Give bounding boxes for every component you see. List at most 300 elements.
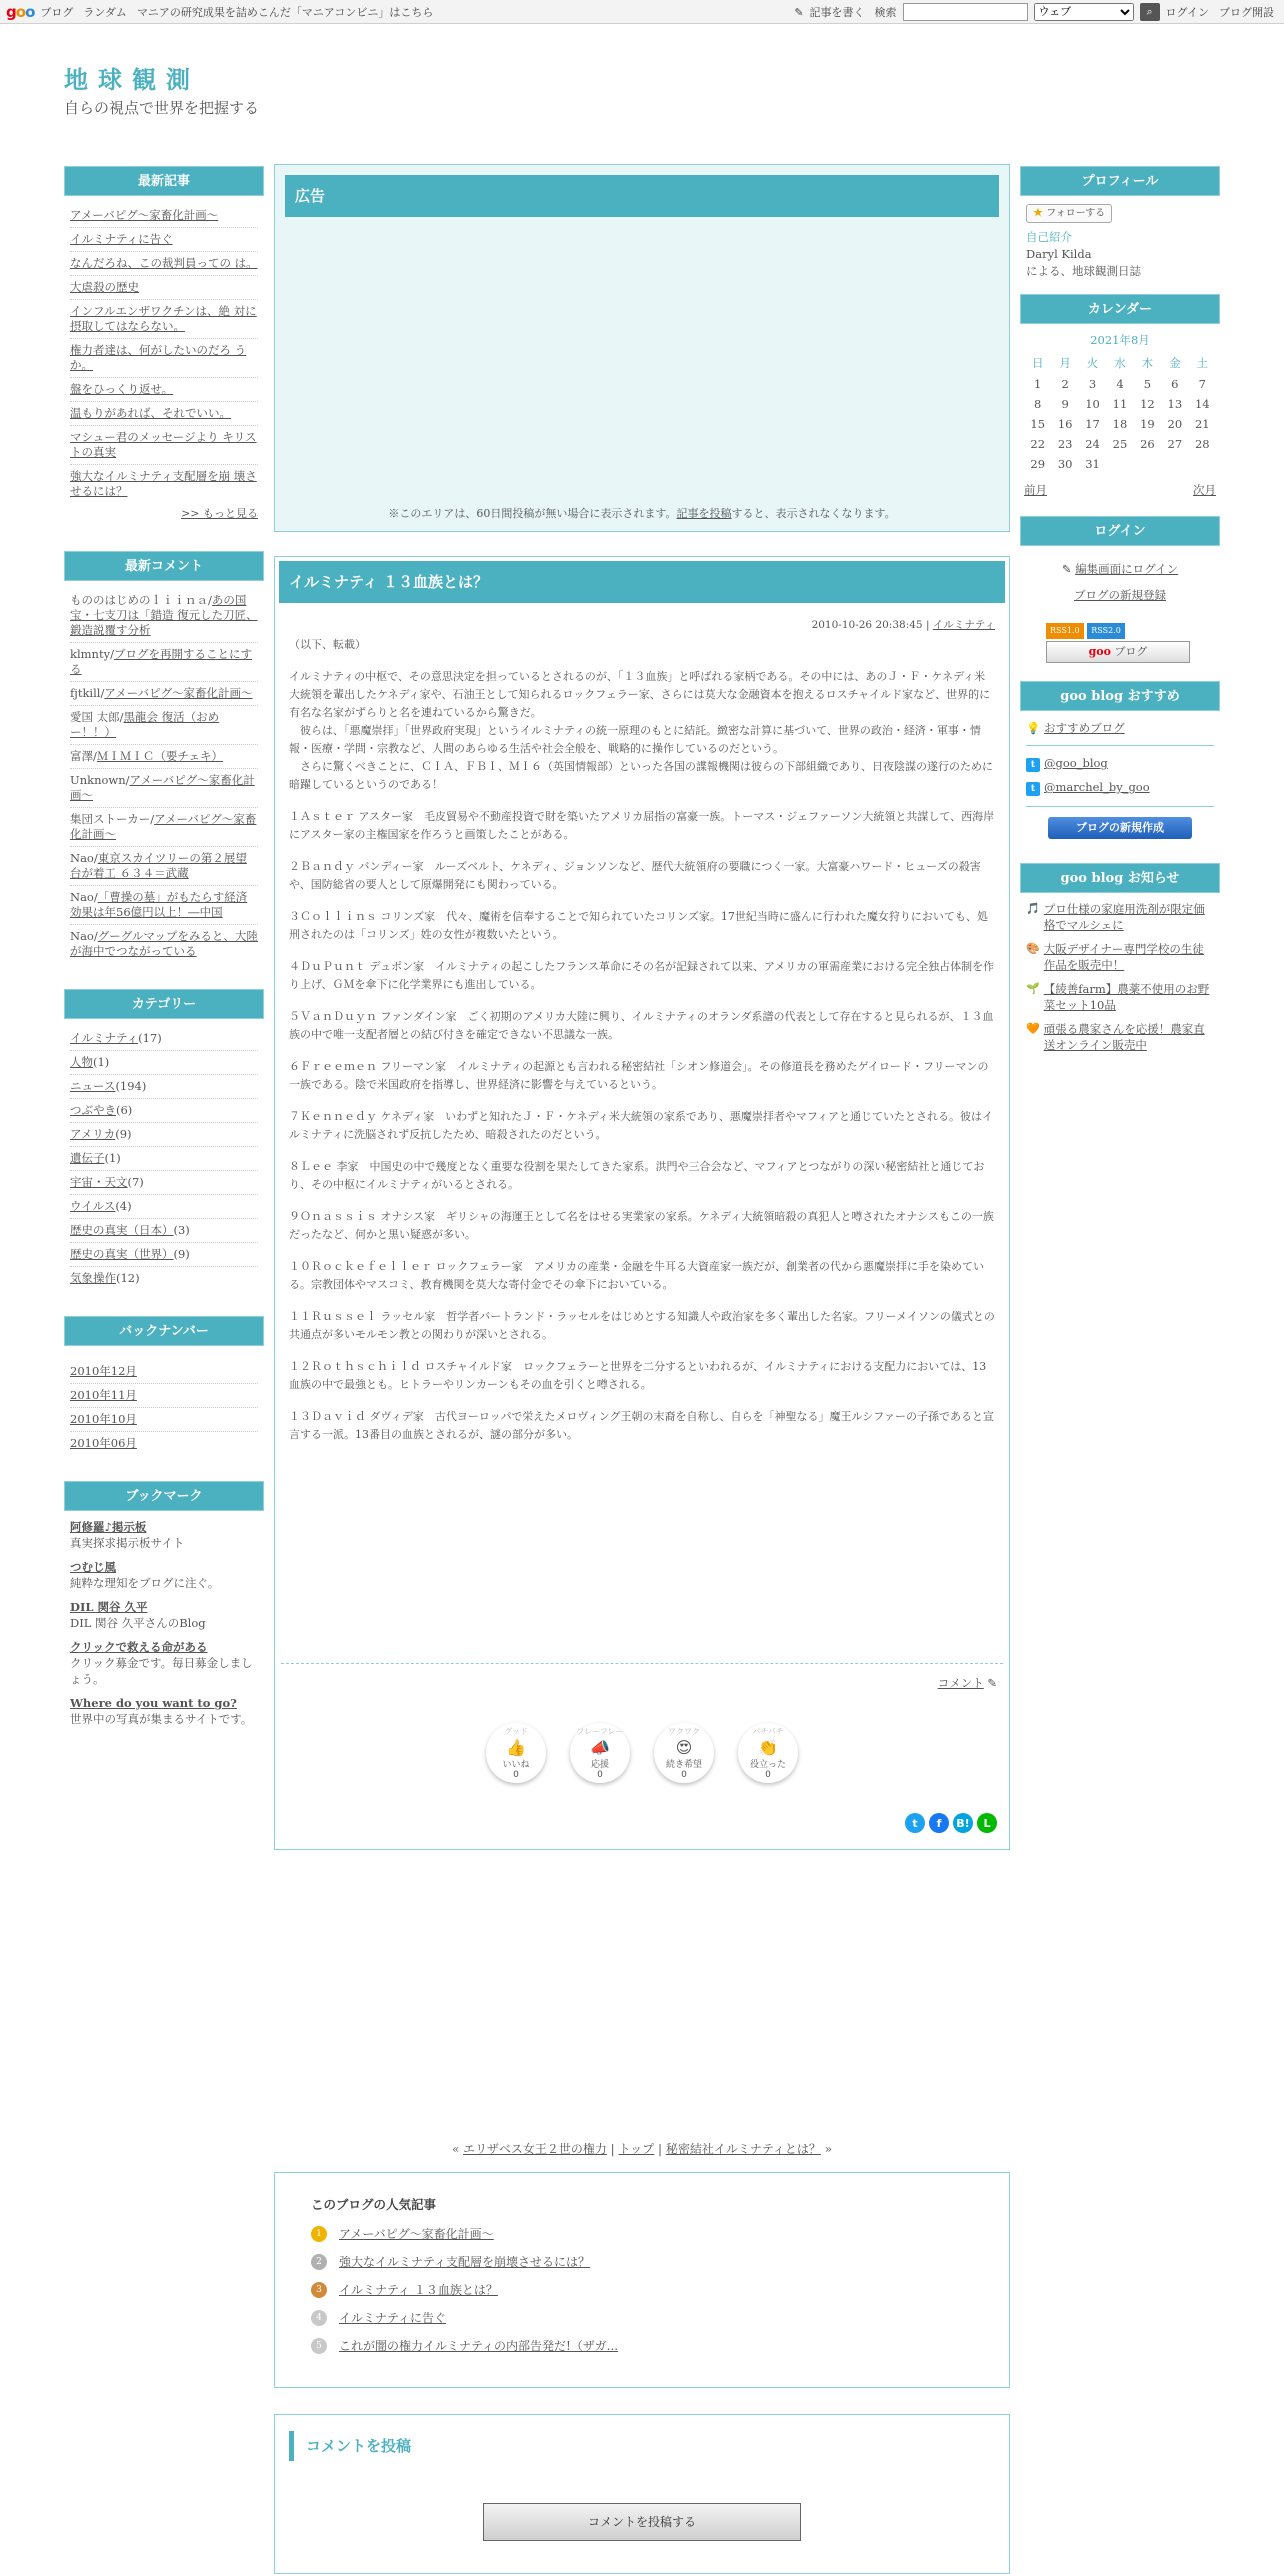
category-count: (7) [127, 1175, 144, 1189]
category-header: カテゴリー [64, 989, 264, 1019]
recent-comment-item [70, 925, 258, 963]
recent-article-item [70, 276, 258, 300]
twitter-goo-blog-link[interactable]: @goo_blog [1044, 756, 1108, 770]
calendar-weekday-row [1024, 352, 1216, 374]
rank-icon: 5 [311, 2338, 327, 2354]
calendar-day: 6 [1171, 377, 1179, 391]
calendar-month: 2021年8月 [1090, 333, 1150, 347]
comment-separator: / [119, 710, 124, 724]
create-new-blog-button[interactable]: ブログの新規作成 [1048, 817, 1192, 839]
rss2-badge[interactable]: RSS2.0 [1087, 623, 1125, 639]
comment-separator: / [93, 890, 98, 904]
popular-item [311, 2253, 973, 2270]
calendar-day: 12 [1140, 397, 1155, 411]
comment-user: もののはじめのｌｉｉｎａ [70, 593, 208, 607]
backnumber-link[interactable]: 2010年10月 [70, 1412, 137, 1426]
comment-separator: / [93, 851, 98, 865]
calendar-day: 13 [1167, 397, 1183, 411]
search-button[interactable] [1140, 3, 1160, 21]
category-count: (17) [138, 1031, 162, 1045]
search-input[interactable] [903, 3, 1028, 21]
reaction-icon: 📣 [590, 1738, 610, 1757]
login-link[interactable]: ログイン [1165, 6, 1209, 19]
calendar-day: 14 [1194, 397, 1210, 411]
star-icon: ★ [1033, 208, 1043, 219]
category-link[interactable]: 歴史の真実（世界） [70, 1247, 174, 1261]
category-item [70, 1099, 258, 1123]
calendar-day: 21 [1194, 417, 1210, 431]
category-link[interactable]: 遺伝子 [70, 1151, 105, 1165]
prev-month-link[interactable]: 前月 [1024, 483, 1047, 497]
reaction-caption: フレーフレー [576, 1727, 624, 1736]
category-link[interactable]: 宇宙・天文 [70, 1175, 128, 1189]
goo-blog-badge-label: ブログ [1114, 645, 1148, 658]
category-link[interactable]: 歴史の真実（日本） [70, 1223, 174, 1237]
entry-paragraph: １３Ｄａｖｉｄ ダヴィデ家 古代ヨーロッパで栄えたメロヴィング王朝の末裔を自称し、自らを「神聖なる」魔王ルシファーの子孫であると宣言する一派。13番目の血族とされるが、謎の部分が多い。 [289, 1410, 995, 1441]
profile-box [1020, 196, 1220, 288]
popular-article-link[interactable]: アメーバピグ～家畜化計画～ [339, 2227, 494, 2241]
category-item [70, 1243, 258, 1267]
news-icon: 🧡 [1026, 1022, 1040, 1035]
entry-paragraph: ５ＶａｎＤｕｙｎ ファンダイン家 ごく初期のアメリカ大陸に興り、イルミナティのオランダ系譜の代表として存在すると見られるが、１３血族の中で唯一支配者層との結び付きを確定できない不思議な一族。 [289, 1010, 994, 1041]
backnumber-item [70, 1360, 258, 1384]
comment-article-link[interactable]: 東京スカイツリーの第２展望台が着工 ６３４＝武蔵 [70, 851, 247, 880]
recent-article-link[interactable]: インフルエンザワクチンは、絶 対に摂取してはならない。 [70, 304, 257, 333]
recent-comment-item [70, 808, 258, 847]
ad-panel-title: 広告 [285, 175, 999, 217]
news-icon: 🎵 [1026, 902, 1040, 915]
comment-user: Nao [70, 929, 94, 943]
comment-user: Nao [70, 890, 94, 904]
bookmark-list [64, 1511, 264, 1743]
calendar-day: 3 [1088, 377, 1097, 391]
category-count: (9) [115, 1127, 132, 1141]
recent-articles-list [64, 196, 264, 503]
comment-user: Nao [70, 851, 94, 865]
comment-article-link[interactable]: あの国宝・七支刀は「錯造 復元した刀匠、鍛造説覆す分析 [70, 593, 258, 637]
category-link[interactable]: ニュース [70, 1079, 116, 1093]
line-share-icon[interactable]: L [977, 1813, 997, 1833]
backnumber-item [70, 1408, 258, 1432]
calendar-day [1134, 454, 1161, 474]
category-count: (3) [173, 1223, 190, 1237]
news-icon: 🌱 [1026, 982, 1040, 995]
backnumber-header: バックナンバー [64, 1316, 264, 1346]
comment-post-title: コメントを投稿 [289, 2431, 411, 2461]
category-item [70, 1219, 258, 1243]
recent-article-item [70, 204, 258, 228]
calendar-day: 15 [1030, 417, 1046, 431]
category-link[interactable]: つぶやき [70, 1103, 116, 1117]
write-article-link[interactable]: 記事を書く [809, 6, 865, 19]
recommend-blog-link[interactable]: おすすめブログ [1043, 721, 1125, 735]
entry-paragraph: ７Ｋｅｎｎｅｄｙ ケネディ家 いわずと知れたＪ・Ｆ・ケネディ米大統領の家系であり、悪魔崇拝者やマフィアと通じていたとされる。彼はイルミナティに洗脳されず反抗したため、暗殺されたのだという。 [289, 1110, 993, 1141]
right-sidebar [1020, 166, 1220, 1069]
calendar-day: 17 [1085, 417, 1100, 431]
comment-separator: / [100, 686, 105, 700]
calendar-day: 7 [1198, 377, 1206, 391]
twitter-marchel-link[interactable]: @marchel_by_goo [1044, 780, 1150, 794]
backnumber-link[interactable]: 2010年06月 [70, 1436, 137, 1450]
recent-article-link[interactable]: マシュー君のメッセージより キリストの真実 [70, 430, 257, 459]
calendar-day: 8 [1034, 397, 1042, 411]
reaction-2-button[interactable] [654, 1723, 714, 1783]
news-item [1026, 981, 1214, 1013]
category-count: (12) [116, 1271, 140, 1285]
comment-separator: / [110, 647, 114, 661]
entry-paragraph: ８Ｌｅｅ 李家 中国史の中で幾度となく重要な役割を果たしてきた家系。洪門や三合会など、マフィアとつながりの深い秘密結社と通じており、その中枢にイルミナティがいるとされる。 [289, 1160, 985, 1191]
twitter-icon: t [1026, 758, 1040, 772]
topbar-link-mania[interactable]: マニアの研究成果を詰めこんだ「マニアコンビニ」はこちら [136, 5, 434, 19]
self-intro-link[interactable]: 自己紹介 [1026, 230, 1072, 244]
left-sidebar [64, 166, 264, 1743]
news-item [1026, 941, 1214, 973]
calendar-day: 16 [1057, 417, 1073, 431]
calendar-week [1024, 414, 1216, 434]
hatena-share-icon[interactable]: B! [953, 1813, 973, 1833]
reaction-label: 続き希望 [665, 1760, 702, 1770]
ad-note [275, 505, 1009, 521]
calendar-day: 22 [1030, 437, 1046, 451]
category-item [70, 1195, 258, 1219]
entry-datetime: 2010-10-26 20:38:45 [811, 619, 923, 631]
calendar-day: 9 [1061, 397, 1069, 411]
popular-article-link[interactable]: 強大なイルミナティ支配層を崩壊させるには？ [339, 2255, 591, 2269]
recent-articles-header: 最新記事 [64, 166, 264, 196]
profile-header: プロフィール [1020, 166, 1220, 196]
calendar-week [1024, 454, 1216, 474]
calendar-day: 25 [1112, 437, 1128, 451]
reaction-caption: グッド [504, 1727, 528, 1736]
pencil-icon: ✎ [794, 5, 804, 19]
owner-byline: による、地球観測日誌 [1026, 264, 1141, 278]
comment-separator: / [125, 773, 130, 787]
popular-item [311, 2309, 973, 2326]
bookmark-description: 世界中の写真が集まるサイトです。 [70, 1712, 253, 1726]
news-list [1020, 893, 1220, 1069]
pager: « エリザベス女王２世の権力 | トップ | 秘密結社イルミナティとは？ » [451, 2142, 833, 2156]
comment-article-link[interactable]: 「曹操の墓」がもたらす経済効果は年56億円以上！―中国 [70, 890, 248, 919]
recent-article-item [70, 378, 258, 402]
reaction-count: 0 [765, 1770, 771, 1780]
popular-list [311, 2225, 973, 2354]
calendar-day: 26 [1140, 437, 1155, 451]
news-item [1026, 1021, 1214, 1053]
comment-article-link[interactable]: グーグルマップをみると、大陸が海中でつながっている [70, 929, 258, 958]
bookmark-item [70, 1559, 258, 1591]
popular-item [311, 2281, 973, 2298]
popular-article-link[interactable]: イルミナティ １３血族とは？ [339, 2283, 498, 2297]
ad-panel [274, 164, 1010, 532]
news-link[interactable]: 【綾善farm】農薬不使用のお野菜セット10品 [1043, 982, 1210, 1012]
comment-post-panel [274, 2414, 1010, 2574]
next-article-link[interactable]: 秘密結社イルミナティとは？ [665, 2142, 821, 2156]
rank-icon: 3 [311, 2282, 327, 2298]
calendar-weekday: 日 [1031, 356, 1044, 370]
owner-name: Daryl Kilda [1026, 247, 1092, 261]
popular-articles-panel [274, 2172, 1010, 2388]
popular-item [311, 2337, 973, 2354]
popular-title: このブログの人気記事 [311, 2197, 437, 2212]
recent-article-item [70, 300, 258, 339]
comment-article-link[interactable]: アメーバピグ～家畜化計画～ [70, 773, 255, 802]
comment-separator: / [208, 593, 212, 607]
calendar-day [1189, 454, 1216, 474]
top-link[interactable]: トップ [618, 2142, 655, 2156]
lightbulb-icon: 💡 [1026, 721, 1041, 735]
reaction-bubble [654, 1723, 714, 1783]
search-scope-select[interactable] [1034, 3, 1134, 21]
backnumber-item [70, 1384, 258, 1408]
facebook-share-icon[interactable]: f [929, 1813, 949, 1833]
comment-separator: / [93, 929, 98, 943]
reaction-caption: ワクワク [668, 1727, 700, 1736]
bookmark-description: 真実探求掲示板サイト [70, 1536, 185, 1550]
category-count: (9) [173, 1247, 190, 1261]
category-item [70, 1051, 258, 1075]
calendar-day: 29 [1030, 457, 1046, 471]
calendar-week [1024, 374, 1216, 394]
comment-article-link[interactable]: アメーバピグ～家畜化計画～ [104, 686, 253, 700]
entry-meta: 2010-10-26 20:38:45 | イルミナティ [811, 619, 995, 631]
comment-user: fjtkill [70, 686, 101, 700]
more-link-text[interactable]: >> もっと見る [181, 507, 258, 520]
recent-comment-item [70, 769, 258, 808]
reaction-bubble [486, 1723, 546, 1783]
category-item [70, 1075, 258, 1099]
new-blog-register-link[interactable]: ブログの新規登録 [1074, 588, 1166, 602]
entry-paragraph: ４ＤｕＰｕｎｔ デュポン家 イルミナティの起こしたフランス革命にその名が記録されて以来、アメリカの軍需産業における完全独占体制を作り上げ、ＧＭを傘下に化学業界にも進出している。 [289, 960, 995, 991]
calendar-day: 1 [1034, 377, 1042, 391]
comment-article-link[interactable]: ブログを再開することにする [70, 647, 252, 676]
recent-comment-item [70, 643, 258, 682]
recent-comment-item [70, 589, 258, 643]
prev-article-link[interactable]: エリザベス女王２世の権力 [463, 2142, 607, 2156]
news-link[interactable]: プロ仕様の家庭用洗剤が限定価格でマルシェに [1043, 902, 1205, 932]
twitter-share-icon[interactable]: t [905, 1813, 925, 1833]
comment-user: 富澤 [70, 749, 93, 763]
backnumber-item [70, 1432, 258, 1455]
bookmark-description: 純粋な理知をブログに注ぐ。 [70, 1576, 220, 1590]
entry-category-link[interactable]: イルミナティ [932, 619, 995, 631]
category-item [70, 1147, 258, 1171]
recent-article-item [70, 426, 258, 465]
bookmark-link[interactable]: クリックで救える命がある [70, 1640, 208, 1654]
comment-separator: / [150, 812, 155, 826]
recent-comment-item [70, 706, 258, 745]
share-buttons [901, 1813, 997, 1833]
recent-comments-header: 最新コメント [64, 551, 264, 581]
category-link[interactable]: 気象操作 [70, 1271, 116, 1285]
popular-article-link[interactable]: これが闇の権力イルミナティの内部告発だ!（ザガ... [339, 2339, 619, 2353]
ad-note-suffix: すると、表示されなくなります。 [731, 507, 896, 520]
login-box [1020, 546, 1220, 673]
comment-article-link[interactable]: ＭＩＭＩＣ（要チェキ） [96, 749, 224, 763]
topbar-link-blog[interactable]: ブログ [40, 5, 74, 19]
entry-title[interactable]: イルミナティ １３血族とは？ [279, 561, 1005, 603]
category-count: (194) [115, 1079, 147, 1093]
reaction-label: 役立った [749, 1760, 786, 1770]
entry-paragraph: １０Ｒｏｃｋｅｆｅｌｌｅｒ ロックフェラー家 アメリカの産業・金融を牛耳る大資産家一族だが、創業者の代から悪魔崇拝に手を染めている。宗教団体やマスコミ、教育機関を莫大な寄付金でその傘下においている。 [289, 1260, 984, 1291]
entry-paragraph: イルミナティの中枢で、その意思決定を担っているとされるのが、「１３血族」と呼ばれる家柄である。その中には、あのＪ・Ｆ・ケネディ米大統領を輩出したケネディ家や、石油王として知られるロックフェラー家、さらには莫大な金融資本を抱えるロスチャイルド家など、世界的に有名な名家がずらりと名を連ねているから驚きだ。 彼らは、「悪魔崇拝」「世界政府実現」というイルミナティの統一原理のもとに結託。緻密な計算に基づいて、世界の政治・経済・軍事・情報・医療・学問・宗教など、人間のあらゆる生活や社会全般を、戦略的に操作しているのだという。 さらに驚くべきことに、ＣＩＡ、ＦＢＩ、ＭＩ６（英国情報部）といった各国の諜報機関は彼らの下部組織であり、日夜陰謀の遂行のために暗躍しているというのである！ [289, 670, 993, 791]
reaction-count: 0 [681, 1770, 687, 1780]
comment-user: 愛国 太郎 [70, 710, 120, 724]
follow-label: フォローする [1046, 208, 1106, 219]
category-count: (1) [93, 1055, 110, 1069]
post-article-link[interactable]: 記事を投稿 [676, 507, 732, 520]
reaction-1-button[interactable] [570, 1723, 630, 1783]
bookmark-item [70, 1639, 258, 1687]
goo-blog-badge[interactable]: goo ブログ [1046, 641, 1190, 663]
reaction-3-button[interactable] [738, 1723, 798, 1783]
popular-article-link[interactable]: イルミナティに告ぐ [339, 2311, 447, 2325]
calendar-day: 31 [1085, 457, 1100, 471]
calendar-table [1024, 352, 1216, 474]
recent-comment-item [70, 886, 258, 925]
comment-article-link[interactable]: アメーバピグ～家畜化計画～ [70, 812, 257, 841]
rank-icon: 2 [311, 2254, 327, 2270]
bookmark-item [70, 1695, 258, 1727]
bookmark-link[interactable]: Where do you want to go? [70, 1696, 237, 1710]
entry-panel [274, 556, 1010, 1850]
backnumber-list [64, 1346, 264, 1455]
calendar-header: カレンダー [1020, 294, 1220, 324]
ad-note-prefix: ※このエリアは、60日間投稿が無い場合に表示されます。 [388, 507, 677, 520]
search-label: 検索 [874, 6, 897, 19]
calendar-day: 10 [1085, 397, 1100, 411]
reaction-label: いいね [502, 1760, 530, 1770]
backnumber-link[interactable]: 2010年12月 [70, 1364, 137, 1378]
category-item [70, 1123, 258, 1147]
calendar-day [1106, 454, 1133, 474]
category-link[interactable]: イルミナティ [70, 1031, 139, 1045]
recent-article-item [70, 465, 258, 503]
backnumber-link[interactable]: 2010年11月 [70, 1388, 137, 1402]
recent-article-item [70, 228, 258, 252]
rank-icon: 4 [311, 2310, 327, 2326]
entry-paragraph: ２Ｂａｎｄｙ バンディー家 ルーズベルト、ケネディ、ジョンソンなど、歴代大統領府の要職につく一家。大富豪ハワード・ヒューズの殺害や、国防総省の要人として原爆開発にも関わっている。 [289, 860, 981, 891]
reaction-bubble [738, 1723, 798, 1783]
recent-article-link[interactable]: 温もりがあれば、それでいい。 [70, 406, 231, 420]
comment-user: Unknown [70, 773, 126, 787]
recent-article-link[interactable]: 盤をひっくり返せ。 [70, 382, 174, 396]
twitter-icon: t [1026, 782, 1040, 796]
bookmark-description: DIL 関谷 久平さんのBlog [70, 1616, 206, 1630]
recent-article-item [70, 402, 258, 426]
entry-paragraph: （以下、転載） [289, 638, 366, 651]
reaction-icon: 👏 [758, 1738, 778, 1757]
calendar-day: 19 [1140, 417, 1155, 431]
open-blog-link[interactable]: ブログ開設 [1219, 6, 1274, 19]
calendar-weekday: 水 [1114, 356, 1126, 370]
category-count: (4) [115, 1199, 132, 1213]
calendar-week [1024, 394, 1216, 414]
category-list [64, 1019, 264, 1290]
post-comment-button[interactable]: コメントを投稿する [483, 2503, 801, 2541]
entry-paragraph: ３Ｃｏｌｌｉｎｓ コリンズ家 代々、魔術を信奉することで知られていたコリンズ家。17世紀当時に盛んに行われた魔女狩りにおいても、処刑されたのは「コリンズ」姓の女性が複数いたという。 [289, 910, 988, 941]
calendar-weekday: 月 [1059, 356, 1071, 370]
calendar-weekday: 土 [1196, 356, 1209, 370]
category-count: (1) [104, 1151, 121, 1165]
reaction-count: 0 [597, 1770, 603, 1780]
category-link[interactable]: ウイルス [70, 1199, 116, 1213]
calendar-day: 24 [1085, 437, 1100, 451]
recent-article-item [70, 339, 258, 378]
calendar [1020, 324, 1220, 504]
bookmark-description: クリック募金です。毎日募金しましょう。 [70, 1656, 253, 1686]
comment-separator: / [93, 749, 97, 763]
calendar-day: 30 [1057, 457, 1073, 471]
recent-article-link[interactable]: 権力者達は、何がしたいのだろ うか。 [70, 343, 247, 372]
recent-article-link[interactable]: なんだろね、この裁判員っての は。 [70, 256, 258, 270]
search-icon: ⌕ [1146, 5, 1153, 18]
next-month-link[interactable]: 次月 [1193, 483, 1216, 497]
category-item [70, 1171, 258, 1195]
recent-comment-item [70, 745, 258, 769]
popular-item [311, 2225, 973, 2242]
calendar-day: 27 [1167, 437, 1183, 451]
calendar-day: 5 [1143, 377, 1152, 391]
category-link[interactable]: アメリカ [70, 1127, 116, 1141]
recent-article-item [70, 252, 258, 276]
reaction-icon: 😍 [675, 1738, 693, 1757]
calendar-day: 20 [1167, 417, 1183, 431]
blog-title[interactable]: 地球観測 [64, 65, 200, 94]
news-link[interactable]: 頑張る農家さんを応援！農家直送オンライン販売中 [1043, 1022, 1205, 1052]
recent-article-link[interactable]: アメーバピグ～家畜化計画～ [70, 208, 219, 222]
recent-article-link[interactable]: 大虐殺の歴史 [70, 280, 139, 294]
entry-paragraph: ９Ｏｎａｓｓｉｓ オナシス家 ギリシャの海運王として名をはせる実業家の家系。ケネディ大統領暗殺の真犯人と噂されたオナシスもこの一族だったなど、何かと黒い疑惑が多い。 [289, 1210, 994, 1241]
comment-article-link[interactable]: 黒龍会 復活（おめー！！） [70, 710, 220, 739]
entry-body [275, 636, 1009, 1444]
rss1-badge[interactable]: RSS1.0 [1046, 623, 1084, 639]
reaction-0-button[interactable] [486, 1723, 546, 1783]
follow-button[interactable] [1026, 204, 1112, 223]
login-header: ログイン [1020, 516, 1220, 546]
comment-link-area[interactable] [938, 1675, 997, 1691]
calendar-day [1161, 454, 1188, 474]
more-link[interactable] [64, 503, 264, 523]
news-link[interactable]: 大阪デザイナー専門学校の生徒作品を販売中！ [1043, 942, 1204, 972]
news-icon: 🎨 [1026, 942, 1040, 955]
goo-topbar [0, 0, 1284, 24]
calendar-day: 2 [1061, 377, 1069, 391]
recent-article-link[interactable]: イルミナティに告ぐ [70, 232, 173, 246]
calendar-weekday: 金 [1169, 356, 1181, 370]
calendar-day: 4 [1116, 377, 1124, 391]
recommend-box [1020, 711, 1220, 847]
edit-login-link[interactable]: 編集画面にログイン [1075, 562, 1179, 576]
bookmark-header: ブックマーク [64, 1481, 264, 1511]
comment-user: klmnty [70, 647, 111, 661]
rank-icon: 1 [311, 2226, 327, 2242]
category-link[interactable]: 人物 [70, 1055, 93, 1069]
bookmark-item [70, 1599, 258, 1631]
reaction-bubble [570, 1723, 630, 1783]
comment-link[interactable]: コメント [937, 1676, 984, 1690]
entry-divider [281, 1663, 1003, 1664]
bookmark-link[interactable]: つむじ風 [70, 1560, 116, 1574]
topbar-link-random[interactable]: ランダム [83, 5, 127, 19]
bookmark-link[interactable]: 阿修羅♪掲示板 [70, 1520, 147, 1534]
recent-article-link[interactable]: 強大なイルミナティ支配層を崩 壊させるには？ [70, 469, 257, 498]
goo-logo[interactable]: goo [6, 2, 35, 21]
reaction-buttons [275, 1723, 1009, 1783]
calendar-weekday: 木 [1141, 356, 1154, 370]
news-header: goo blog お知らせ [1020, 863, 1220, 893]
news-item [1026, 901, 1214, 933]
bookmark-link[interactable]: DIL 関谷 久平 [70, 1600, 148, 1614]
